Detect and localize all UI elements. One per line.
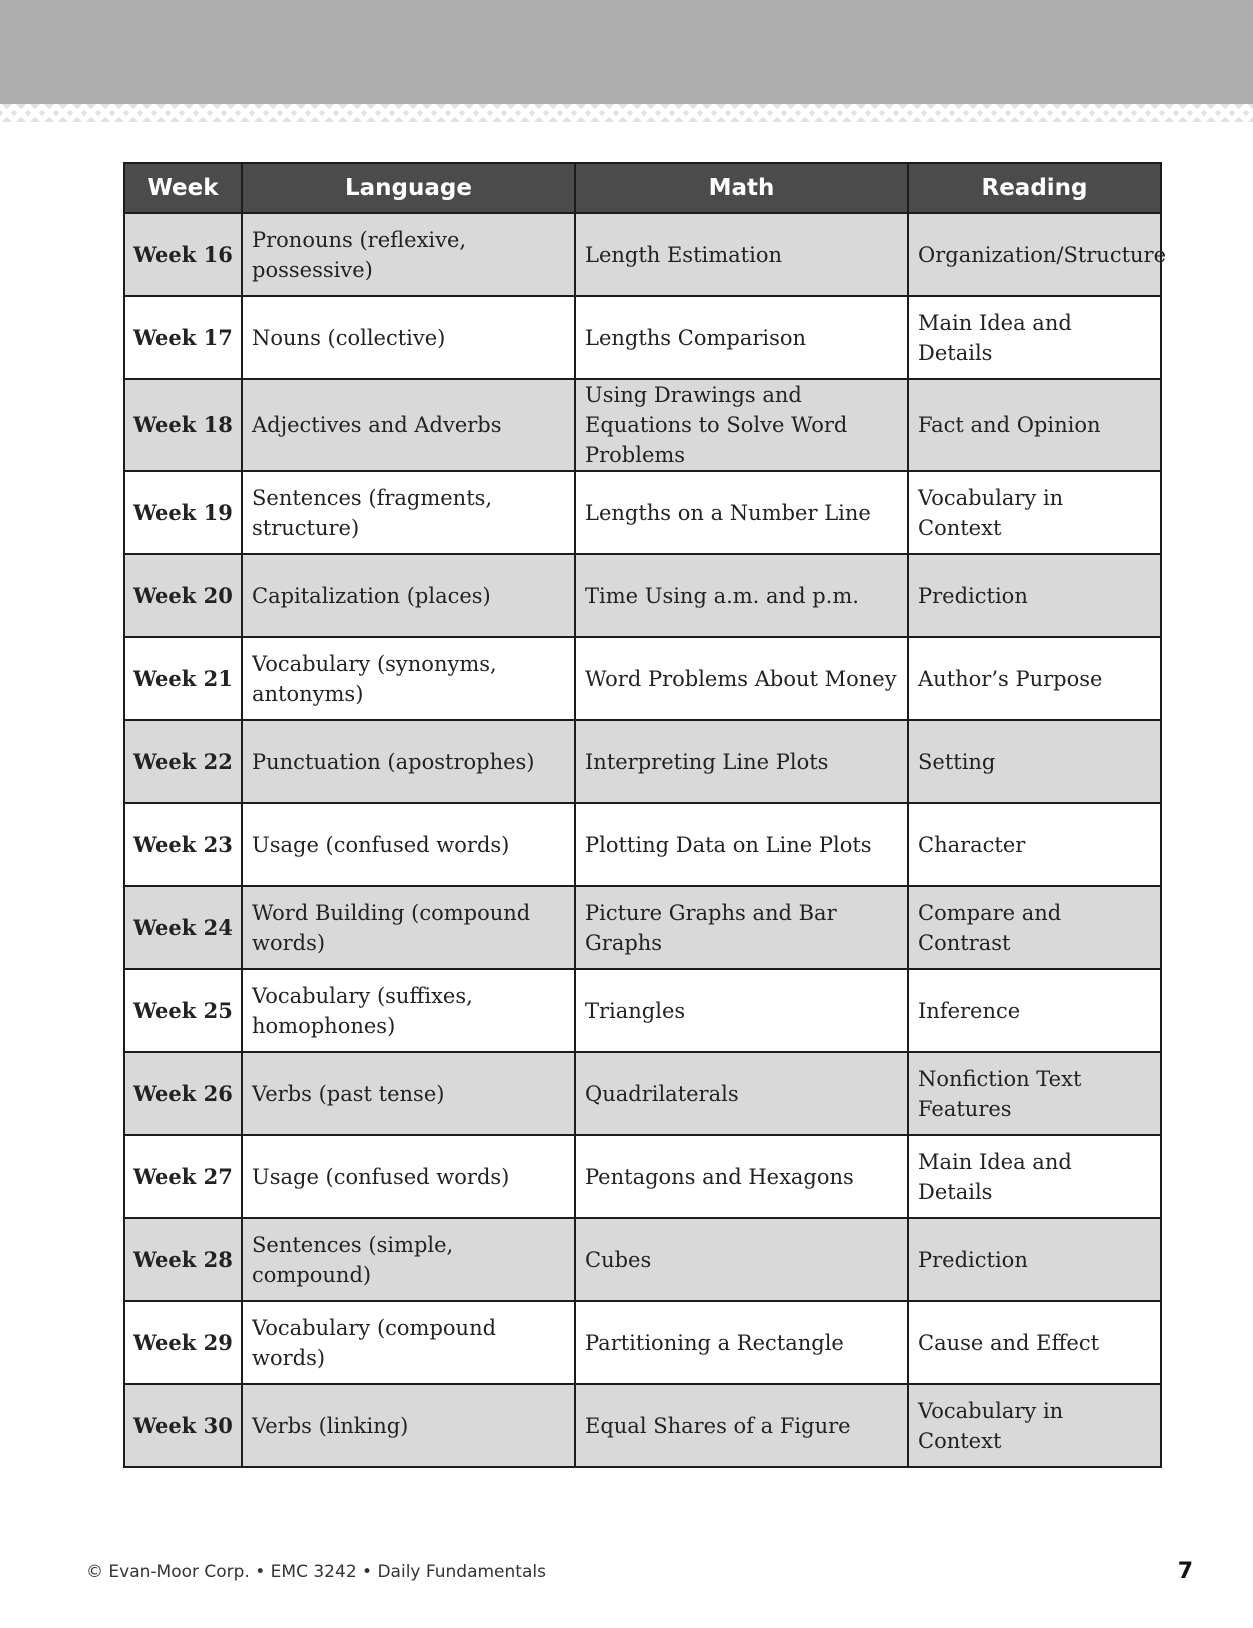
header-language: Language	[242, 163, 575, 213]
table-row	[124, 213, 1161, 296]
reading-cell: Vocabulary in Context	[908, 1384, 1161, 1467]
math-cell: Word Problems About Money	[575, 637, 908, 720]
table-body	[124, 213, 1167, 1467]
reading-cell: Nonfiction Text Features	[908, 1052, 1161, 1135]
table-row	[124, 969, 1161, 1052]
math-cell: Pentagons and Hexagons	[575, 1135, 908, 1218]
math-cell: Lengths on a Number Line	[575, 471, 908, 554]
language-cell: Vocabulary (suffixes, homophones)	[242, 969, 575, 1052]
table-row	[124, 296, 1161, 379]
math-cell: Partitioning a Rectangle	[575, 1301, 908, 1384]
footer-copyright: © Evan-Moor Corp. • EMC 3242 • Daily Fundamentals	[86, 1562, 546, 1582]
math-cell: Time Using a.m. and p.m.	[575, 554, 908, 637]
table-row	[124, 1052, 1161, 1135]
reading-cell: Cause and Effect	[908, 1301, 1161, 1384]
table-row	[124, 1218, 1161, 1301]
header-math: Math	[575, 163, 908, 213]
language-cell: Verbs (linking)	[242, 1384, 575, 1467]
reading-cell: Author’s Purpose	[908, 637, 1161, 720]
table-row	[124, 1384, 1161, 1467]
reading-cell: Vocabulary in Context	[908, 471, 1161, 554]
week-cell: Week 22	[124, 720, 242, 803]
header-reading: Reading	[908, 163, 1161, 213]
math-cell: Triangles	[575, 969, 908, 1052]
table-row	[124, 886, 1161, 969]
reading-cell: Fact and Opinion	[908, 379, 1161, 471]
curriculum-table	[123, 162, 1167, 1468]
math-cell: Plotting Data on Line Plots	[575, 803, 908, 886]
reading-cell: Compare and Contrast	[908, 886, 1161, 969]
language-cell: Nouns (collective)	[242, 296, 575, 379]
reading-cell: Inference	[908, 969, 1161, 1052]
header-week: Week	[124, 163, 242, 213]
table-header-row	[124, 163, 1161, 213]
math-cell: Lengths Comparison	[575, 296, 908, 379]
table-row	[124, 637, 1161, 720]
language-cell: Vocabulary (synonyms, antonyms)	[242, 637, 575, 720]
language-cell: Capitalization (places)	[242, 554, 575, 637]
week-cell: Week 26	[124, 1052, 242, 1135]
math-cell: Length Estimation	[575, 213, 908, 296]
reading-cell: Organization/Structure	[908, 213, 1161, 296]
reading-cell: Prediction	[908, 554, 1161, 637]
reading-cell: Prediction	[908, 1218, 1161, 1301]
table-row	[124, 803, 1161, 886]
week-cell: Week 27	[124, 1135, 242, 1218]
math-cell: Interpreting Line Plots	[575, 720, 908, 803]
table-row	[124, 379, 1161, 471]
week-cell: Week 28	[124, 1218, 242, 1301]
week-cell: Week 25	[124, 969, 242, 1052]
math-cell: Quadrilaterals	[575, 1052, 908, 1135]
math-cell: Picture Graphs and Bar Graphs	[575, 886, 908, 969]
week-cell: Week 17	[124, 296, 242, 379]
math-cell: Using Drawings and Equations to Solve Word Problems	[575, 379, 908, 471]
week-cell: Week 20	[124, 554, 242, 637]
week-cell: Week 30	[124, 1384, 242, 1467]
math-cell: Cubes	[575, 1218, 908, 1301]
language-cell: Verbs (past tense)	[242, 1052, 575, 1135]
table-row	[124, 1301, 1161, 1384]
table-row	[124, 1135, 1161, 1218]
language-cell: Word Building (compound words)	[242, 886, 575, 969]
week-cell: Week 24	[124, 886, 242, 969]
week-cell: Week 23	[124, 803, 242, 886]
reading-cell: Character	[908, 803, 1161, 886]
reading-cell: Main Idea and Details	[908, 1135, 1161, 1218]
language-cell: Usage (confused words)	[242, 1135, 575, 1218]
top-banner	[0, 0, 1253, 104]
language-cell: Vocabulary (compound words)	[242, 1301, 575, 1384]
math-cell: Equal Shares of a Figure	[575, 1384, 908, 1467]
language-cell: Usage (confused words)	[242, 803, 575, 886]
language-cell: Pronouns (reflexive, possessive)	[242, 213, 575, 296]
language-cell: Adjectives and Adverbs	[242, 379, 575, 471]
week-cell: Week 16	[124, 213, 242, 296]
week-cell: Week 18	[124, 379, 242, 471]
page-number: 7	[1177, 1559, 1193, 1584]
language-cell: Sentences (simple, compound)	[242, 1218, 575, 1301]
language-cell: Sentences (fragments, structure)	[242, 471, 575, 554]
table-row	[124, 554, 1161, 637]
reading-cell: Main Idea and Details	[908, 296, 1161, 379]
week-cell: Week 29	[124, 1301, 242, 1384]
week-cell: Week 21	[124, 637, 242, 720]
week-cell: Week 19	[124, 471, 242, 554]
table-row	[124, 471, 1161, 554]
language-cell: Punctuation (apostrophes)	[242, 720, 575, 803]
decorative-border-pattern	[0, 104, 1253, 122]
reading-cell: Setting	[908, 720, 1161, 803]
table-row	[124, 720, 1161, 803]
